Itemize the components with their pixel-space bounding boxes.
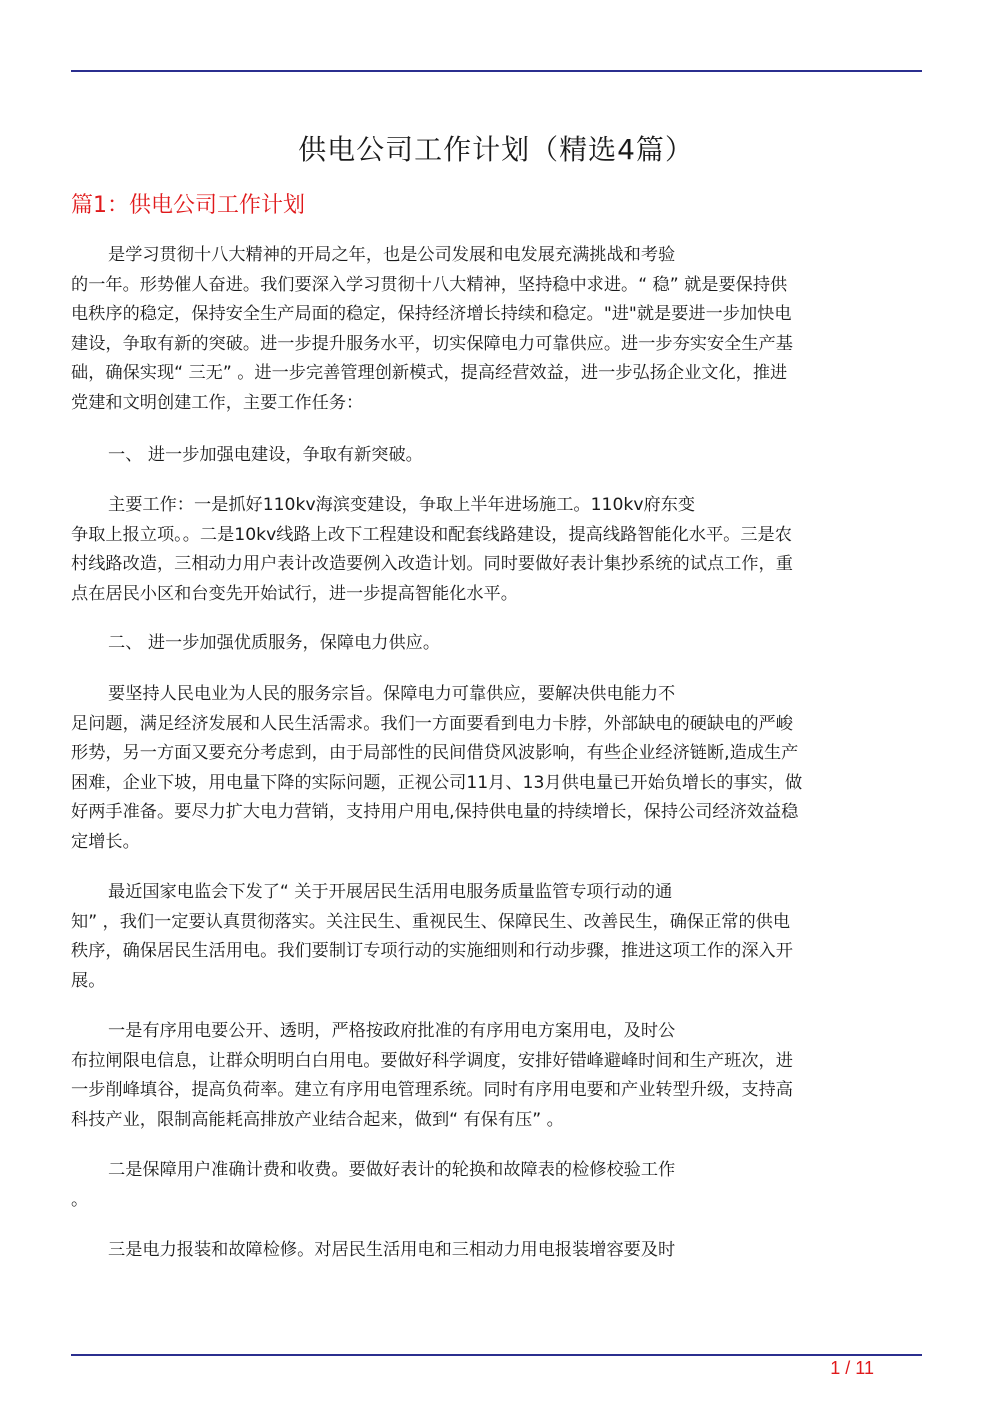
page-number: 1 / 11 (830, 1358, 874, 1378)
paragraph-line: 困难，企业下坡，用电量下降的实际问题，正视公司11月、13月供电量已开始负增长的事实，做 (71, 772, 803, 793)
paragraph-line: 一步削峰填谷，提高负荷率。建立有序用电管理系统。同时有序用电要和产业转型升级，支持高 (71, 1080, 793, 1100)
paragraph-7 (71, 1017, 922, 1135)
paragraph-line: 好两手准备。要尽力扩大电力营销，支持用户用电,保持供电量的持续增长，保持公司经济效益稳 (71, 802, 799, 822)
header-rule (71, 70, 922, 72)
paragraph-line: 党建和文明创建工作，主要工作任务： (71, 392, 364, 413)
paragraph-4 (71, 629, 922, 659)
footer-rule (71, 1354, 922, 1356)
paragraph-line: 知” ，我们一定要认真贯彻落实。关注民生、重视民生、保障民生、改善民生，确保正常的供电 (71, 911, 791, 932)
paragraph-line: 一是有序用电要公开、透明，严格按政府批准的有序用电方案用电，及时公 (108, 1021, 676, 1041)
paragraph-line: 一、 进一步加强电建设，争取有新突破。 (108, 445, 423, 465)
paragraph-line: 定增长。 (71, 831, 140, 852)
paragraph-line: 三是电力报装和故障检修。对居民生活用电和三相动力用电报装增容要及时 (108, 1240, 676, 1260)
paragraph-line: 要坚持人民电业为人民的服务宗旨。保障电力可靠供应，要解决供电能力不 (108, 684, 676, 704)
paragraph-line: 秩序，确保居民生活用电。我们要制订专项行动的实施细则和行动步骤，推进这项工作的深入开 (71, 941, 793, 961)
paragraph-line: 的一年。形势催人奋进。我们要深入学习贯彻十八大精神，坚持稳中求进。“ 稳” 就是要保持供 (71, 274, 788, 295)
paragraph-line: 础，确保实现“ 三无” 。进一步完善管理创新模式，提高经营效益，进一步弘扬企业文化，推进 (71, 363, 788, 383)
paragraph-8 (71, 1156, 922, 1215)
paragraph-line: 电秩序的稳定，保持安全生产局面的稳定，保持经济增长持续和稳定。"进"就是要进一步加快电 (71, 304, 792, 324)
paragraph-line: 二、 进一步加强优质服务，保障电力供应。 (108, 633, 441, 653)
paragraph-line: 村线路改造，三相动力用户表计改造要例入改造计划。同时要做好表计集抄系统的试点工作，重 (71, 554, 793, 574)
paragraph-line: 点在居民小区和台变先开始试行，进一步提高智能化水平。 (71, 583, 518, 604)
paragraph-3 (71, 491, 922, 609)
paragraph-line: 建设，争取有新的突破。进一步提升服务水平，切实保障电力可靠供应。进一步夯实安全生产基 (71, 333, 793, 354)
paragraph-line: 争取上报立项。。二是10kv线路上改下工程建设和配套线路建设，提高线路智能化水平。三是农 (71, 524, 792, 545)
paragraph-line: 展。 (71, 970, 106, 991)
paragraph-line: 是学习贯彻十八大精神的开局之年，也是公司发展和电发展充满挑战和考验 (108, 245, 676, 265)
paragraph-line: 。 (71, 1189, 89, 1210)
paragraph-line: 二是保障用户准确计费和收费。要做好表计的轮换和故障表的检修校验工作 (108, 1160, 676, 1180)
paragraph-line: 足问题，满足经济发展和人民生活需求。我们一方面要看到电力卡脖，外部缺电的硬缺电的严峻 (71, 713, 793, 734)
paragraph-2 (71, 441, 922, 471)
paragraph-9 (71, 1236, 922, 1266)
page-title: 供电公司工作计划（精选4篇） (298, 133, 694, 166)
paragraph-1 (71, 241, 922, 418)
paragraph-line: 最近国家电监会下发了“ 关于开展居民生活用电服务质量监管专项行动的通 (108, 882, 673, 902)
paragraph-line: 主要工作：一是抓好110kv海滨变建设，争取上半年进场施工。110kv府东变 (108, 495, 696, 515)
section-heading: 篇1：供电公司工作计划 (71, 193, 305, 218)
paragraph-5 (71, 680, 922, 857)
paragraph-line: 科技产业，限制高能耗高排放产业结合起来，做到“ 有保有压” 。 (71, 1109, 564, 1130)
paragraph-6 (71, 878, 922, 996)
paragraph-line: 形势，另一方面又要充分考虑到，由于局部性的民间借贷风波影响，有些企业经济链断,造成生产 (71, 743, 799, 763)
paragraph-line: 布拉闸限电信息，让群众明明白白用电。要做好科学调度，安排好错峰避峰时间和生产班次，进 (71, 1050, 793, 1071)
